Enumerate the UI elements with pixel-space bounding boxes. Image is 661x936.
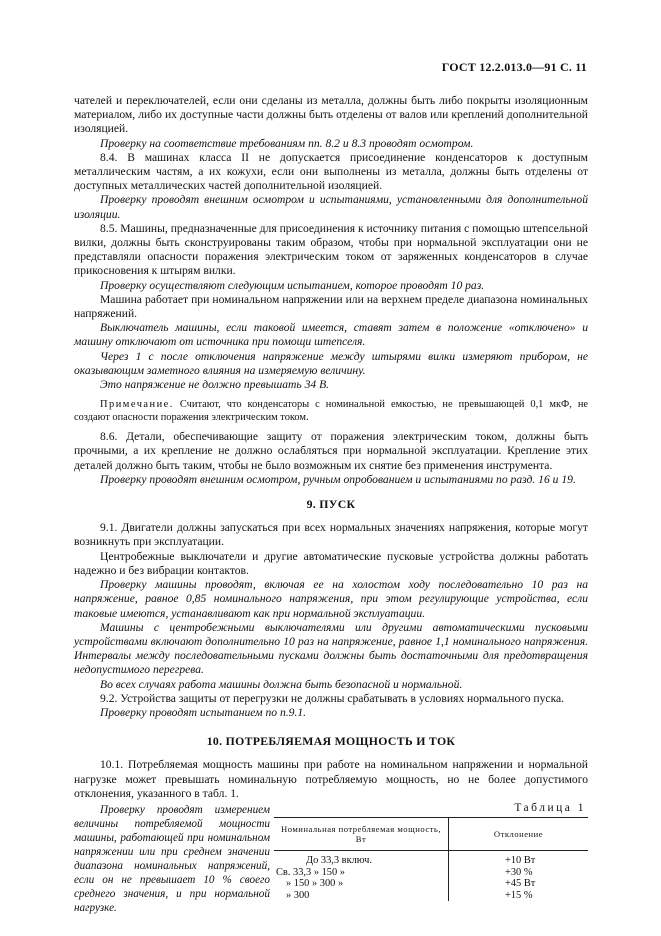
paragraph: Проверку осуществляют следующим испытанием, которое проводят 10 раз.	[100, 278, 485, 292]
table-cell-power: До 33,3 включ.	[306, 854, 372, 866]
paragraph: чателей и переключателей, если они сделаны из металла, должны быть либо покрыты изоляционным материалом, либо их доступные части должны быть отделены от валов или креплений дополнительной изоляцией.	[74, 94, 588, 136]
table-cell-deviation: +10 Вт	[449, 850, 589, 866]
section-heading-9: 9. ПУСК	[306, 497, 356, 512]
paragraph: Машина работает при номинальном напряжении или на верхнем пределе диапазона номинальных напряжений.	[74, 292, 588, 321]
table-caption: Таблица 1	[514, 801, 586, 814]
table-cell-power: Св. 33,3 » 150 »	[276, 866, 345, 878]
paragraph: 9.1. Двигатели должны запускаться при всех нормальных значениях напряжения, которые могут возникнуть при эксплуатации.	[74, 521, 588, 549]
section-heading-10: 10. ПОТРЕБЛЯЕМАЯ МОЩНОСТЬ И ТОК	[206, 734, 456, 749]
table-cell-deviation: +30 %	[449, 867, 589, 879]
table-cell-power: » 300	[286, 889, 310, 901]
paragraph: 8.5. Машины, предназначенные для присоединения к источнику питания с помощью штепсельной вилки, должны быть сконструированы таким образом, чтобы при нормальной эксплуатации они не представляли опасности поражения электрическим током от заряженных конденсаторов в случае прикосновения к штырям вилки.	[74, 221, 588, 278]
power-deviation-table	[274, 817, 588, 901]
paragraph: Выключатель машины, если таковой имеется, ставят затем в положение «отключено» и машину отключают от источника при помощи штепселя.	[74, 321, 588, 349]
paragraph: Через 1 с после отключения напряжение между штырями вилки измеряют прибором, не оказывающим заметного влияния на измеряемую величину.	[74, 349, 588, 377]
paragraph: Проверку машины проводят, включая ее на холостом ходу последовательно 10 раз на напряжение, равное 0,85 номинального напряжения, при этом регулирующие устройства, если таковые имеются, устанавливают как при нормальной эксплуатации.	[74, 578, 588, 620]
document-body	[74, 94, 588, 913]
paragraph: Проверку проводят внешним осмотром, ручным опробованием и испытаниями по разд. 16 и 19.	[100, 472, 576, 486]
table-header-power: Номинальная потребляемая мощность, Вт	[274, 817, 449, 850]
paragraph: 8.4. В машинах класса II не допускается присоединение конденсаторов к доступным металлическим частям, а их кожухи, если они выполнены из металла, должны быть отделены от доступных металлических частей дополнительной изоляцией.	[74, 150, 588, 193]
paragraph: Проверку проводят внешним осмотром и испытаниями, установленными для дополнительной изоляции.	[74, 193, 588, 221]
table-area	[74, 803, 588, 913]
note-text: Считают, что конденсаторы с номинальной емкостью, не превышающей 0,1 мкФ, не создают опасности поражения электрическим током.	[74, 399, 588, 424]
note-label: Примечание.	[100, 399, 174, 411]
paragraph: Центробежные выключатели и другие автоматические пусковые устройства должны работать надежно и без вибрации контактов.	[74, 549, 588, 577]
paragraph: Это напряжение не должно превышать 34 В.	[100, 378, 330, 392]
paragraph: Машины с центробежными выключателями или другими автоматическими пусковыми устройствами включают дополнительно 10 раз на напряжение, равное 1,1 номинального напряжения. Интервалы между последовательными пусками должны быть достаточными для предотвращения недопустимого перегрева.	[74, 620, 588, 677]
table-cell-power: » 150 » 300 »	[286, 878, 344, 890]
table-cell-deviation: +15 %	[449, 890, 589, 902]
table-row	[274, 867, 588, 879]
paragraph: Проверку на соответствие требованиям пп. 8.2 и 8.3 проводят осмотром.	[100, 136, 474, 150]
paragraph: 9.2. Устройства защиты от перегрузки не должны срабатывать в условиях нормального пуска.	[100, 691, 565, 705]
paragraph: Во всех случаях работа машины должна быть безопасной и нормальной.	[100, 677, 463, 691]
table-header-deviation: Отклонение	[449, 817, 589, 850]
paragraph: Проверку проводят испытанием по п.9.1.	[100, 705, 307, 719]
paragraph: 8.6. Детали, обеспечивающие защиту от поражения электрическим током, должны быть прочными, а их крепление не должно ослабляться при нормальной эксплуатации. Крепление этих деталей должно быть таким, чтобы не было возможным их снятие без применения инструмента.	[74, 430, 588, 472]
paragraph: Проверку проводят измерением величины потребляемой мощности машины, работающей при номинальном напряжении или при среднем значении диапазона номинальных напряжений, если он не превышает 10 % своего среднего значения, и при нормальной нагрузке.	[74, 803, 270, 914]
table-row	[274, 890, 588, 902]
paragraph: 10.1. Потребляемая мощность машины при работе на номинальном напряжении и нормальной нагрузке может превышать номинальную потребляемую мощность, но не более допустимого отклонения, указанного в табл. 1.	[74, 758, 588, 800]
table-row	[274, 850, 588, 866]
note	[74, 398, 588, 424]
table-cell-deviation: +45 Вт	[449, 878, 589, 890]
table-row	[274, 878, 588, 890]
page-header: ГОСТ 12.2.013.0—91 С. 11	[441, 60, 587, 74]
